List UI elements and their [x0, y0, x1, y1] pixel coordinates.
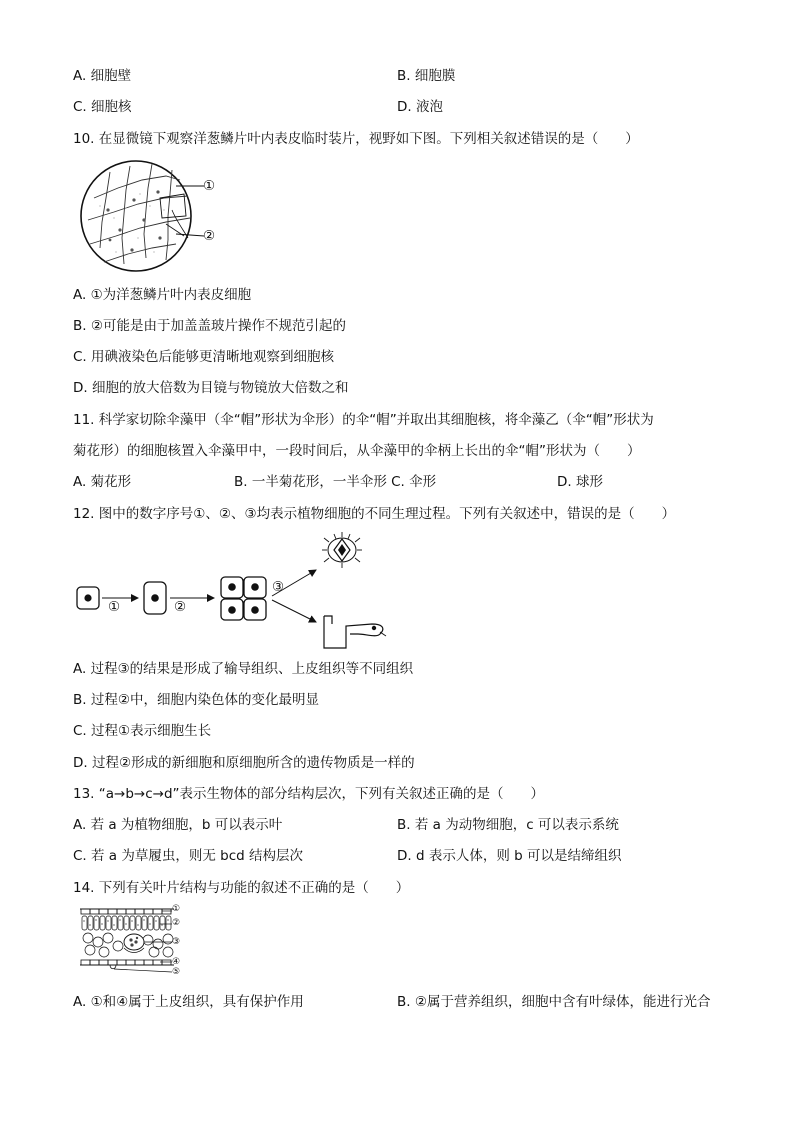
q9-option-c: C. 细胞核: [73, 99, 132, 115]
q12-cell-process-figure: [76, 530, 396, 650]
q14-label-4: ④: [172, 957, 181, 967]
q10-option-a: A. ①为洋葱鳞片叶内表皮细胞: [73, 287, 252, 303]
q10-label-1: ①: [203, 178, 216, 194]
q10-microscope-figure: [80, 158, 240, 274]
q12-label-2: ②: [174, 599, 187, 615]
q9-option-a: A. 细胞壁: [73, 68, 132, 84]
q14-stem: 14. 下列有关叶片结构与功能的叙述不正确的是（ ）: [73, 880, 410, 896]
q10-label-2: ②: [203, 228, 216, 244]
q10-stem: 10. 在显微镜下观察洋葱鳞片叶内表皮临时装片，视野如下图。下列相关叙述错误的是（ ）: [73, 131, 639, 147]
q14-label-5: ⑤: [172, 967, 181, 977]
q12-option-a: A. 过程③的结果是形成了输导组织、上皮组织等不同组织: [73, 661, 414, 677]
q14-label-2: ②: [172, 918, 181, 928]
q14-option-a: A. ①和④属于上皮组织，具有保护作用: [73, 994, 304, 1010]
q11-option-bc: B. 一半菊花形，一半伞形 C. 伞形: [234, 474, 437, 490]
q13-stem: 13. “a→b→c→d”表示生物体的部分结构层次，下列有关叙述正确的是（ ）: [73, 786, 545, 802]
q9-option-d: D. 液泡: [397, 99, 443, 115]
q14-label-1: ①: [172, 904, 181, 914]
q13-option-a: A. 若 a 为植物细胞，b 可以表示叶: [73, 817, 283, 833]
q13-option-c: C. 若 a 为草履虫，则无 bcd 结构层次: [73, 848, 304, 864]
q11-stem-line1: 11. 科学家切除伞藻甲（伞“帽”形状为伞形）的伞“帽”并取出其细胞核，将伞藻乙（伞“帽”形状为: [73, 412, 654, 428]
q13-option-d: D. d 表示人体，则 b 可以是结缔组织: [397, 848, 622, 864]
q12-option-d: D. 过程②形成的新细胞和原细胞所含的遗传物质是一样的: [73, 755, 415, 771]
q11-stem-line2: 菊花形）的细胞核置入伞藻甲中，一段时间后，从伞藻甲的伞柄上长出的伞“帽”形状为（ ）: [73, 443, 641, 459]
q14-label-3: ③: [172, 937, 181, 947]
q14-leaf-section-figure: [80, 906, 180, 980]
q12-option-c: C. 过程①表示细胞生长: [73, 723, 212, 739]
q10-option-b: B. ②可能是由于加盖盖玻片操作不规范引起的: [73, 318, 346, 334]
q13-option-b: B. 若 a 为动物细胞，c 可以表示系统: [397, 817, 619, 833]
q12-label-1: ①: [108, 599, 121, 615]
q11-option-d: D. 球形: [557, 474, 603, 490]
q12-option-b: B. 过程②中，细胞内染色体的变化最明显: [73, 692, 319, 708]
q11-option-a: A. 菊花形: [73, 474, 132, 490]
q9-option-b: B. 细胞膜: [397, 68, 456, 84]
q12-stem: 12. 图中的数字序号①、②、③均表示植物细胞的不同生理过程。下列有关叙述中，错误的是（ ）: [73, 506, 676, 522]
q10-option-d: D. 细胞的放大倍数为目镜与物镜放大倍数之和: [73, 380, 349, 396]
q12-label-3: ③: [272, 579, 285, 595]
q10-option-c: C. 用碘液染色后能够更清晰地观察到细胞核: [73, 349, 335, 365]
q14-option-b: B. ②属于营养组织，细胞中含有叶绿体，能进行光合: [397, 994, 711, 1010]
